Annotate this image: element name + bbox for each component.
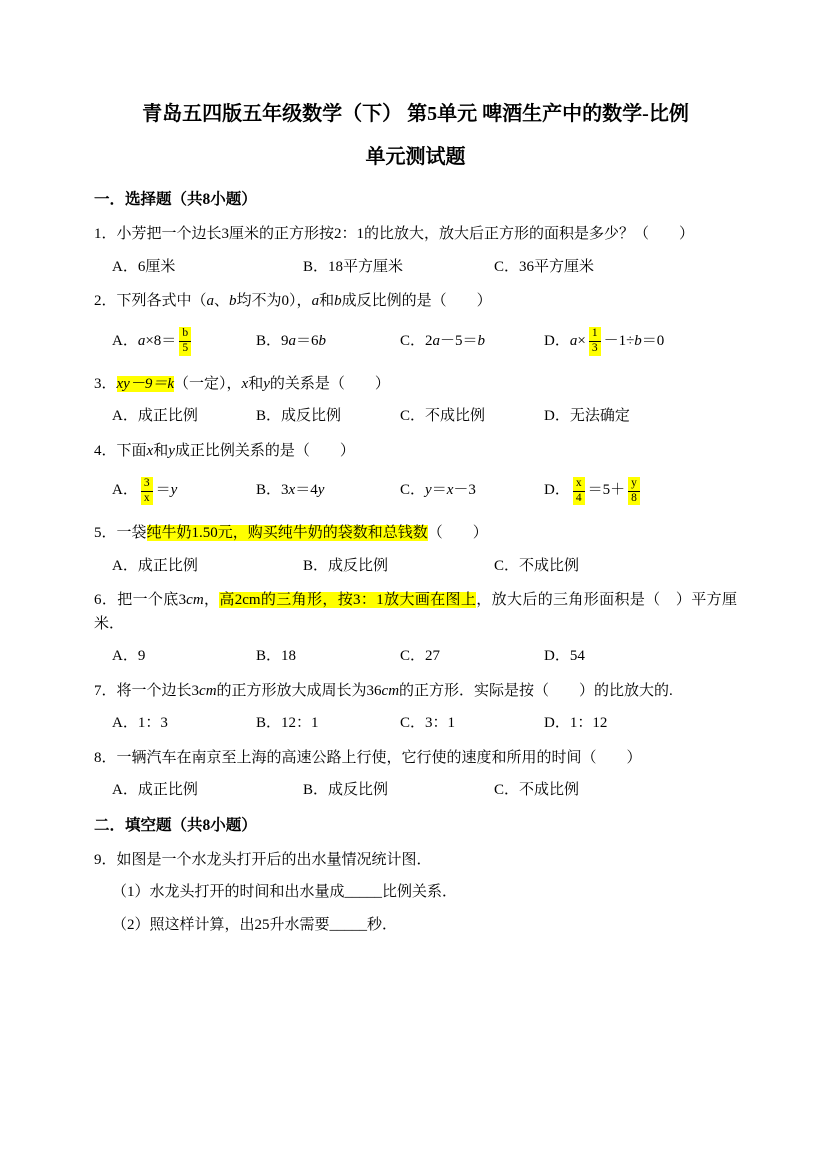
text-segment: cm: [381, 682, 400, 699]
text-segment: D．无法确定: [544, 408, 630, 424]
text-segment: ，: [203, 592, 220, 608]
option: [544, 712, 607, 736]
text-segment: 一辆汽车在南京至上海的高速公路上行使，它行使的速度和所用的时间（ ）: [116, 749, 642, 766]
question-number: 3．: [94, 375, 117, 392]
question-stem: [94, 373, 737, 397]
text-segment: C．2: [400, 332, 433, 349]
text-segment: ＝0: [641, 332, 665, 349]
text-segment: a: [569, 332, 578, 349]
fraction: [628, 477, 640, 506]
option: [112, 712, 256, 736]
question-number: 5．: [94, 525, 117, 541]
text-segment: _____: [329, 916, 368, 933]
text-segment: 和: [319, 293, 335, 309]
fraction-denominator: 4: [575, 491, 582, 504]
text-segment: C．不成比例: [494, 557, 580, 574]
text-segment: A．: [112, 332, 138, 349]
text-segment: －3: [453, 482, 476, 499]
text-segment: （2）照这样计算，出25升水需要: [112, 916, 330, 933]
option: [112, 256, 303, 280]
text-segment: 和: [153, 442, 169, 459]
text-segment: y: [168, 442, 175, 459]
question-stem: [94, 680, 737, 704]
option: [544, 327, 664, 356]
text-segment: A．6厘米: [112, 258, 176, 275]
option: [112, 779, 303, 803]
section-heading: 二．填空题（共8小题）: [94, 816, 257, 834]
question-number: 9．: [94, 851, 117, 868]
text-segment: ，放大后的三角形面积是（ ）平方厘米．: [94, 592, 737, 632]
option: [112, 327, 256, 356]
fraction: [141, 477, 153, 506]
text-segment: D．: [544, 482, 570, 499]
text-segment: ×8＝: [145, 332, 177, 349]
text-segment: B．9: [256, 332, 289, 349]
options-row: [94, 645, 737, 669]
text-segment: B．18: [256, 648, 297, 664]
text-segment: C．不成比例: [494, 782, 580, 798]
fraction-denominator: 8: [631, 491, 637, 504]
text-segment: C．27: [400, 648, 441, 664]
text-segment: a: [311, 293, 320, 309]
options-row: [94, 555, 737, 579]
option: [256, 645, 400, 669]
option: [494, 256, 594, 280]
text-segment: b: [318, 332, 327, 349]
question-stem: [94, 223, 737, 247]
document-title-line2: 单元测试题: [365, 146, 466, 168]
option: [400, 479, 544, 503]
question-number: 6．: [94, 592, 118, 608]
question-stem: [94, 522, 737, 546]
option: [494, 779, 579, 803]
text-segment: ×: [577, 332, 586, 349]
question-number: 8．: [94, 749, 117, 766]
text-segment: b: [229, 293, 237, 309]
option: [400, 330, 544, 354]
text-segment: B．成反比例: [303, 557, 389, 574]
text-segment: 、: [214, 293, 230, 309]
text-segment: D．1：12: [544, 715, 608, 731]
text-segment: 把一个底3: [117, 592, 187, 608]
text-segment: A．成正比例: [112, 782, 198, 798]
text-segment: b: [634, 332, 642, 349]
text-segment: 的关系是（ ）: [269, 375, 390, 392]
highlighted-text: 纯牛奶1.50元，购买纯牛奶的袋数和总钱数: [146, 525, 428, 541]
text-segment: y: [317, 482, 325, 499]
text-segment: D．: [544, 332, 570, 349]
text-segment: （ ）: [427, 525, 488, 541]
question-stem: [94, 849, 737, 873]
text-segment: B．3: [256, 482, 289, 499]
text-segment: a: [137, 332, 146, 349]
option: [256, 405, 400, 429]
option: [544, 645, 585, 669]
options-row: [94, 712, 737, 736]
option: [544, 405, 630, 429]
text-segment: y: [263, 375, 270, 392]
option: [400, 405, 544, 429]
document-body: [94, 188, 737, 937]
text-segment: （1）水龙头打开的时间和出水量成: [112, 884, 345, 900]
text-segment: 将一个边长3: [116, 682, 200, 699]
fraction-numerator: 1: [589, 327, 601, 342]
text-segment: 成反比例的是（ ）: [341, 293, 492, 309]
option: [112, 405, 256, 429]
option: [494, 555, 579, 579]
fraction-numerator: b: [179, 327, 191, 342]
question-stem: [94, 589, 737, 636]
fraction-numerator: x: [573, 477, 585, 492]
fraction-denominator: 5: [182, 342, 189, 354]
text-segment: 如图是一个水龙头打开后的出水量情况统计图．: [116, 851, 432, 868]
option: [400, 712, 544, 736]
question-subitem: [94, 881, 737, 905]
text-segment: 的正方形．实际是按（ ）的比放大的.: [399, 682, 673, 699]
text-segment: －1÷: [603, 332, 635, 349]
text-segment: _____: [344, 884, 383, 900]
text-segment: B．18平方厘米: [303, 258, 404, 275]
text-segment: C．3：1: [400, 715, 456, 731]
fraction-numerator: y: [628, 477, 640, 492]
question-subitem: [94, 914, 737, 938]
text-segment: 的正方形放大成周长为36: [216, 682, 382, 699]
option: [112, 645, 256, 669]
text-segment: 下列各式中（: [116, 293, 207, 309]
options-row: [94, 779, 737, 803]
fraction-denominator: 3: [591, 342, 598, 354]
text-segment: C．36平方厘米: [494, 258, 595, 275]
option: [400, 645, 544, 669]
question-number: 7．: [94, 682, 117, 699]
text-segment: （一定），: [174, 375, 242, 392]
fraction: [179, 327, 191, 356]
text-segment: ＝4: [295, 482, 318, 499]
text-segment: cm: [199, 682, 217, 699]
question-stem: [94, 747, 737, 771]
text-segment: 小芳把一个边长3厘米的正方形按2：1的比放大，放大后正方形的面积是多少？（ ）: [116, 226, 695, 242]
options-row: [94, 323, 737, 361]
option: [256, 330, 400, 354]
option: [256, 479, 400, 503]
text-segment: b: [477, 332, 486, 349]
text-segment: ＝: [431, 482, 447, 499]
text-segment: 下面: [116, 442, 147, 459]
text-segment: B．12：1: [256, 715, 319, 731]
text-segment: x: [288, 482, 296, 499]
text-segment: ＝5＋: [587, 482, 626, 499]
text-segment: C．: [400, 482, 426, 499]
option: [303, 256, 494, 280]
text-segment: ＝6: [296, 332, 319, 349]
question-stem: [94, 290, 737, 314]
option: [256, 712, 400, 736]
option: [544, 477, 643, 506]
text-segment: A．: [112, 482, 138, 499]
text-segment: 一袋: [116, 525, 147, 541]
text-segment: －5＝: [440, 332, 478, 349]
text-segment: A．成正比例: [112, 408, 198, 424]
fraction-denominator: x: [143, 491, 150, 504]
fraction: [589, 327, 601, 356]
text-segment: A．1：3: [112, 715, 168, 731]
text-segment: A．成正比例: [112, 557, 198, 574]
text-segment: B．成反比例: [256, 408, 342, 424]
text-segment: a: [432, 332, 441, 349]
question-number: 4．: [94, 442, 117, 459]
text-segment: x: [446, 482, 454, 499]
document-title-line1: 青岛五四版五年级数学（下） 第5单元 啤酒生产中的数学-比例: [142, 103, 689, 125]
text-segment: 均不为0），: [236, 293, 312, 309]
option: [112, 477, 256, 506]
text-segment: cm: [186, 592, 204, 608]
text-segment: y: [425, 482, 432, 499]
text-segment: 和: [248, 375, 264, 392]
section-heading: 一．选择题（共8小题）: [94, 191, 257, 208]
text-segment: a: [288, 332, 297, 349]
option: [112, 555, 303, 579]
question-number: 1．: [94, 226, 117, 242]
question-number: 2．: [94, 293, 117, 309]
options-row: [94, 472, 737, 510]
option: [303, 779, 494, 803]
text-segment: x: [241, 375, 249, 392]
option: [303, 555, 494, 579]
highlighted-text: xy－9＝k: [116, 375, 174, 392]
text-segment: y: [170, 482, 178, 499]
text-segment: A．9: [112, 648, 146, 664]
text-segment: 比例关系．: [382, 884, 458, 900]
text-segment: a: [206, 293, 215, 309]
fraction: [573, 477, 585, 506]
text-segment: D．54: [544, 648, 585, 664]
fraction-numerator: 3: [141, 477, 153, 492]
text-segment: x: [146, 442, 154, 459]
options-row: [94, 256, 737, 280]
options-row: [94, 405, 737, 429]
text-segment: B．成反比例: [303, 782, 389, 798]
question-stem: [94, 440, 737, 464]
text-segment: b: [334, 293, 342, 309]
text-segment: 成正比例关系的是（ ）: [174, 442, 355, 459]
highlighted-text: 高2cm的三角形，按3：1放大画在图上: [219, 592, 477, 608]
text-segment: C．不成比例: [400, 408, 486, 424]
text-segment: 秒．: [367, 916, 398, 933]
text-segment: ＝: [155, 482, 171, 499]
